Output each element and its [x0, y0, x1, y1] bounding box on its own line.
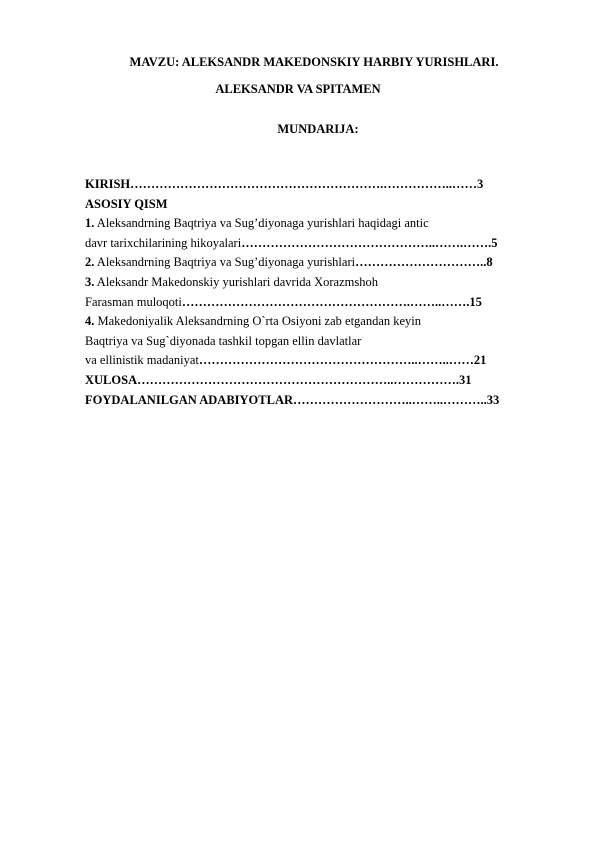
- toc-leader-dots: ……………………………………………………..…………….: [137, 372, 459, 387]
- toc-item-number: 2.: [85, 255, 95, 270]
- contents-heading: MUNDARIJA:: [277, 122, 359, 136]
- toc-leader-dots: …………………………..: [355, 255, 487, 270]
- toc-item-text: Baqtriya va Sug`diyonada tashkil topgan ellin davlatlar: [85, 333, 362, 348]
- toc-page-number: 3: [477, 177, 484, 191]
- toc-item-text: Aleksandrning Baqtriya va Sug’diyonaga yurishlari haqidagi antic: [94, 216, 429, 231]
- toc-item-text: Makedoniyalik Aleksandrning O`rta Osiyoni zab etgandan keyin: [94, 314, 422, 329]
- toc-entry-3-line1: [85, 273, 545, 293]
- toc-entry-asosiy-qism: [85, 195, 545, 215]
- toc-item-text: Farasman muloqoti: [85, 294, 182, 309]
- toc-leader-dots: ………………………………………..…….…….: [241, 235, 492, 250]
- toc-entry-4-line1: [85, 312, 545, 332]
- toc-entry-label: XULOSA: [85, 372, 138, 387]
- toc-item-text: Aleksandrning Baqtriya va Sug’diyonaga yurishlari: [94, 255, 356, 270]
- toc-page-number: 21: [473, 353, 487, 368]
- toc-page-number: 8: [486, 255, 493, 270]
- toc-entry-xulosa: [85, 371, 545, 391]
- toc-entry-label: FOYDALANILGAN ADABIYOTLAR: [85, 392, 294, 407]
- toc-section-label: ASOSIY QISM: [85, 196, 168, 211]
- toc-item-number: 1.: [85, 216, 95, 231]
- toc-entry-label: KIRISH: [85, 177, 131, 191]
- toc-page-number: 33: [486, 392, 500, 407]
- toc-item-number: 4.: [85, 314, 95, 329]
- toc-entry-4-line2: [85, 332, 545, 352]
- toc-item-text: Aleksandr Makedonskiy yurishlari davrida Xorazmshoh: [94, 274, 378, 289]
- toc-item-text: va ellinistik madaniyat: [85, 353, 199, 368]
- toc-entry-foydalanilgan-adabiyotlar: [85, 391, 545, 411]
- toc-entry-1-line1: [85, 214, 545, 234]
- toc-item-number: 3.: [85, 274, 95, 289]
- toc-leader-dots: ……………………………………………….……..…….: [181, 294, 470, 309]
- toc-item-text: davr tarixchilarining hikoyalari: [85, 235, 242, 250]
- toc-entry-4-line3: [85, 351, 545, 371]
- toc-page-number: 31: [458, 372, 472, 387]
- topic-title-line2: ALEKSANDR VA SPITAMEN: [215, 82, 381, 96]
- toc-leader-dots: ……………………………………………..……..……: [198, 353, 474, 368]
- toc-leader-dots: …………………………………………………….……………..……: [130, 177, 478, 191]
- toc-entry-3-line2: [85, 293, 545, 313]
- toc-page-number: 15: [469, 294, 482, 309]
- toc-entry-kirish: [85, 175, 545, 195]
- toc-page-number: 5: [491, 235, 498, 250]
- toc-entry-1-line2: [85, 234, 545, 254]
- topic-title-line1: MAVZU: ALEKSANDR MAKEDONSKIY HARBIY YURISHLARI.: [129, 55, 499, 69]
- table-of-contents: [85, 175, 545, 410]
- toc-entry-2: [85, 253, 545, 273]
- toc-leader-dots: ………………………..……..………..: [293, 392, 487, 407]
